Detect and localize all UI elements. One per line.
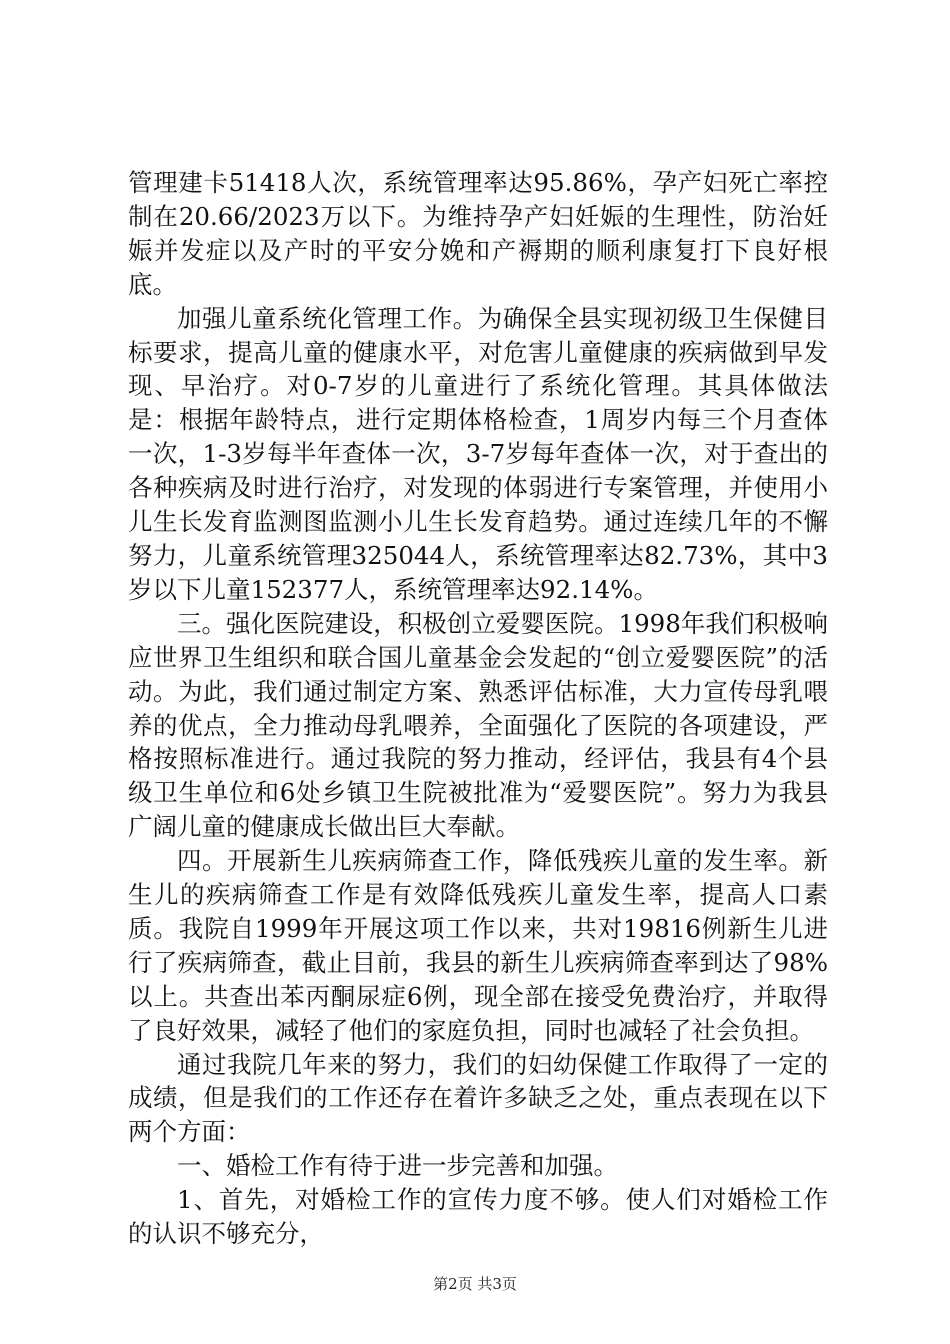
page-footer [0, 1274, 950, 1294]
page-indicator: 第2页 共3页 [433, 1275, 517, 1293]
paragraph-child-management: 加强儿童系统化管理工作。为确保全县实现初级卫生保健目标要求，提高儿童的健康水平，对危害儿童健康的疾病做到早发现、早治疗。对0-7岁的儿童进行了系统化管理。其具体做法是：根据年龄特点，进行定期体格检查，1周岁内每三个月查体一次，1-3岁每半年查体一次，3-7岁每年查体一次，对于查出的各种疾病及时进行治疗，对发现的体弱进行专案管理，并使用小儿生长发育监测图监测小儿生长发育趋势。通过连续几年的不懈努力，儿童系统管理325044人，系统管理率达82.73%，其中3岁以下儿童152377人，系统管理率达92.14%。 [128, 303, 828, 604]
paragraph-maternal-management: 管理建卡51418人次，系统管理率达95.86%，孕产妇死亡率控制在20.66/2023万以下。为维持孕产妇妊娠的生理性，防治妊娠并发症以及产时的平安分娩和产褥期的顺利康复打下良好根底。 [128, 168, 828, 299]
paragraph-shortcomings-intro: 通过我院几年来的努力，我们的妇幼保健工作取得了一定的成绩，但是我们的工作还存在着许多缺乏之处，重点表现在以下两个方面： [128, 1049, 828, 1147]
paragraph-newborn-screening: 四。开展新生儿疾病筛查工作，降低残疾儿童的发生率。新生儿的疾病筛查工作是有效降低残疾儿童发生率，提高人口素质。我院自1999年开展这项工作以来，共对19816例新生儿进行了疾病筛查，截止目前，我县的新生儿疾病筛查率到达了98%以上。共查出苯丙酮尿症6例，现全部在接受免费治疗，并取得了良好效果，减轻了他们的家庭负担，同时也减轻了社会负担。 [128, 846, 828, 1045]
paragraph-premarital-exam-heading: 一、婚检工作有待于进一步完善和加强。 [177, 1151, 618, 1181]
paragraph-premarital-exam-point-1: 1、首先，对婚检工作的宣传力度不够。使人们对婚检工作的认识不够充分， [128, 1185, 828, 1249]
document-body [128, 166, 828, 1251]
paragraph-baby-friendly-hospital: 三。强化医院建设，积极创立爱婴医院。1998年我们积极响应世界卫生组织和联合国儿童基金会发起的“创立爱婴医院”的活动。为此，我们通过制定方案、熟悉评估标准，大力宣传母乳喂养的优点，全力推动母乳喂养，全面强化了医院的各项建设，严格按照标准进行。通过我院的努力推动，经评估，我县有4个县级卫生单位和6处乡镇卫生院被批准为“爱婴医院”。努力为我县广阔儿童的健康成长做出巨大奉献。 [128, 608, 828, 842]
